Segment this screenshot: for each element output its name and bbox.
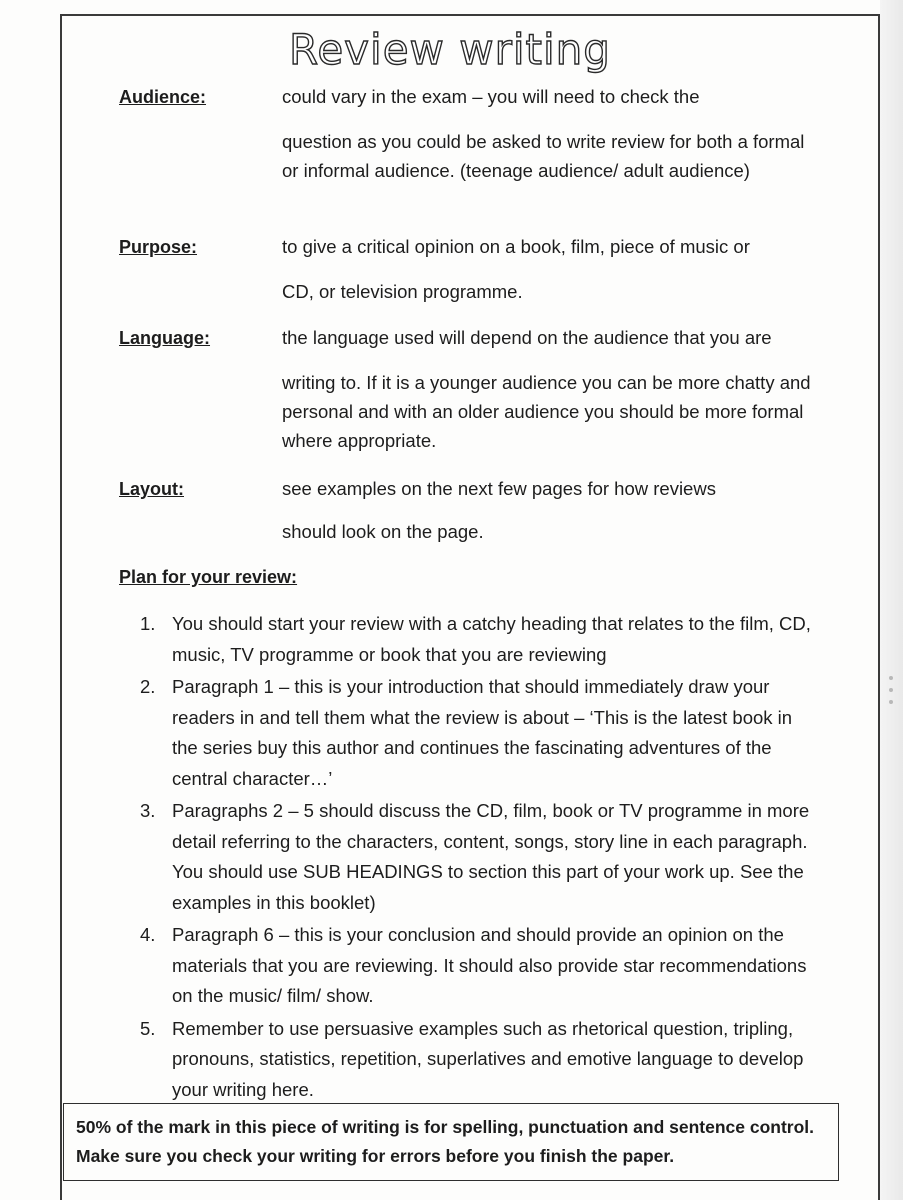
audience-text: question as you could be asked to write review for both a formal or informal audience. (teenage audience/ adult audience) [282,131,805,181]
notice-box: 50% of the mark in this piece of writing is for spelling, punctuation and sentence control. Make sure you check your writing for errors before you finish the paper. [63,1103,839,1181]
layout-first-line: see examples on the next few pages for how reviews [282,478,716,499]
audience-first-line: could vary in the exam – you will need to check the [282,86,700,107]
list-item-text: Remember to use persuasive examples such as rhetorical question, tripling, pronouns, statistics, repetition, superlatives and emotive language to develop your writing here. [172,1017,804,1100]
list-item-number: 2. [140,676,156,697]
plan-heading: Plan for your review: [119,567,298,587]
audience-label: Audience: [119,87,207,107]
list-item [140,1014,820,1106]
list-item-text: Paragraph 6 – this is your conclusion and should provide an opinion on the materials that you are reviewing. It should also provide star recommendations on the music/ film/ show. [172,924,807,1006]
purpose-label: Purpose: [119,237,198,257]
layout-text: should look on the page. [282,521,484,542]
language-text: writing to. If it is a younger audience you can be more chatty and personal and with an older audience you should be more formal where appropriate. [282,372,811,451]
language-first-line: the language used will depend on the audience that you are [282,327,772,348]
page-title: Review writing [289,25,611,74]
list-item-number: 5. [140,1017,156,1039]
scroll-handle-icon[interactable] [886,676,896,726]
list-item-number: 3. [140,800,156,821]
layout-label: Layout: [119,479,184,499]
list-item [140,920,820,1012]
purpose-text: CD, or television programme. [282,281,523,302]
list-item-number: 4. [140,924,156,945]
plan-list [140,609,820,1107]
list-item-number: 1. [140,613,156,634]
list-item [140,672,820,794]
list-item-text: Paragraphs 2 – 5 should discuss the CD, film, book or TV programme in more detail referring to the characters, content, songs, story line in each paragraph. You should use SUB HEADINGS to section this part of your work up. See the examples in this booklet) [172,800,810,913]
purpose-first-line: to give a critical opinion on a book, film, piece of music or [282,236,750,257]
language-label: Language: [119,328,211,348]
list-item [140,796,820,918]
list-item [140,609,820,670]
list-item-text: You should start your review with a catchy heading that relates to the film, CD, music, TV programme or book that you are reviewing [172,613,811,665]
viewer-scroll-gutter[interactable] [880,0,903,1200]
list-item-text: Paragraph 1 – this is your introduction that should immediately draw your readers in and tell them what the review is about – ‘This is the latest book in the series buy this author and continues the fascinating adventures of the central character…’ [172,676,793,789]
